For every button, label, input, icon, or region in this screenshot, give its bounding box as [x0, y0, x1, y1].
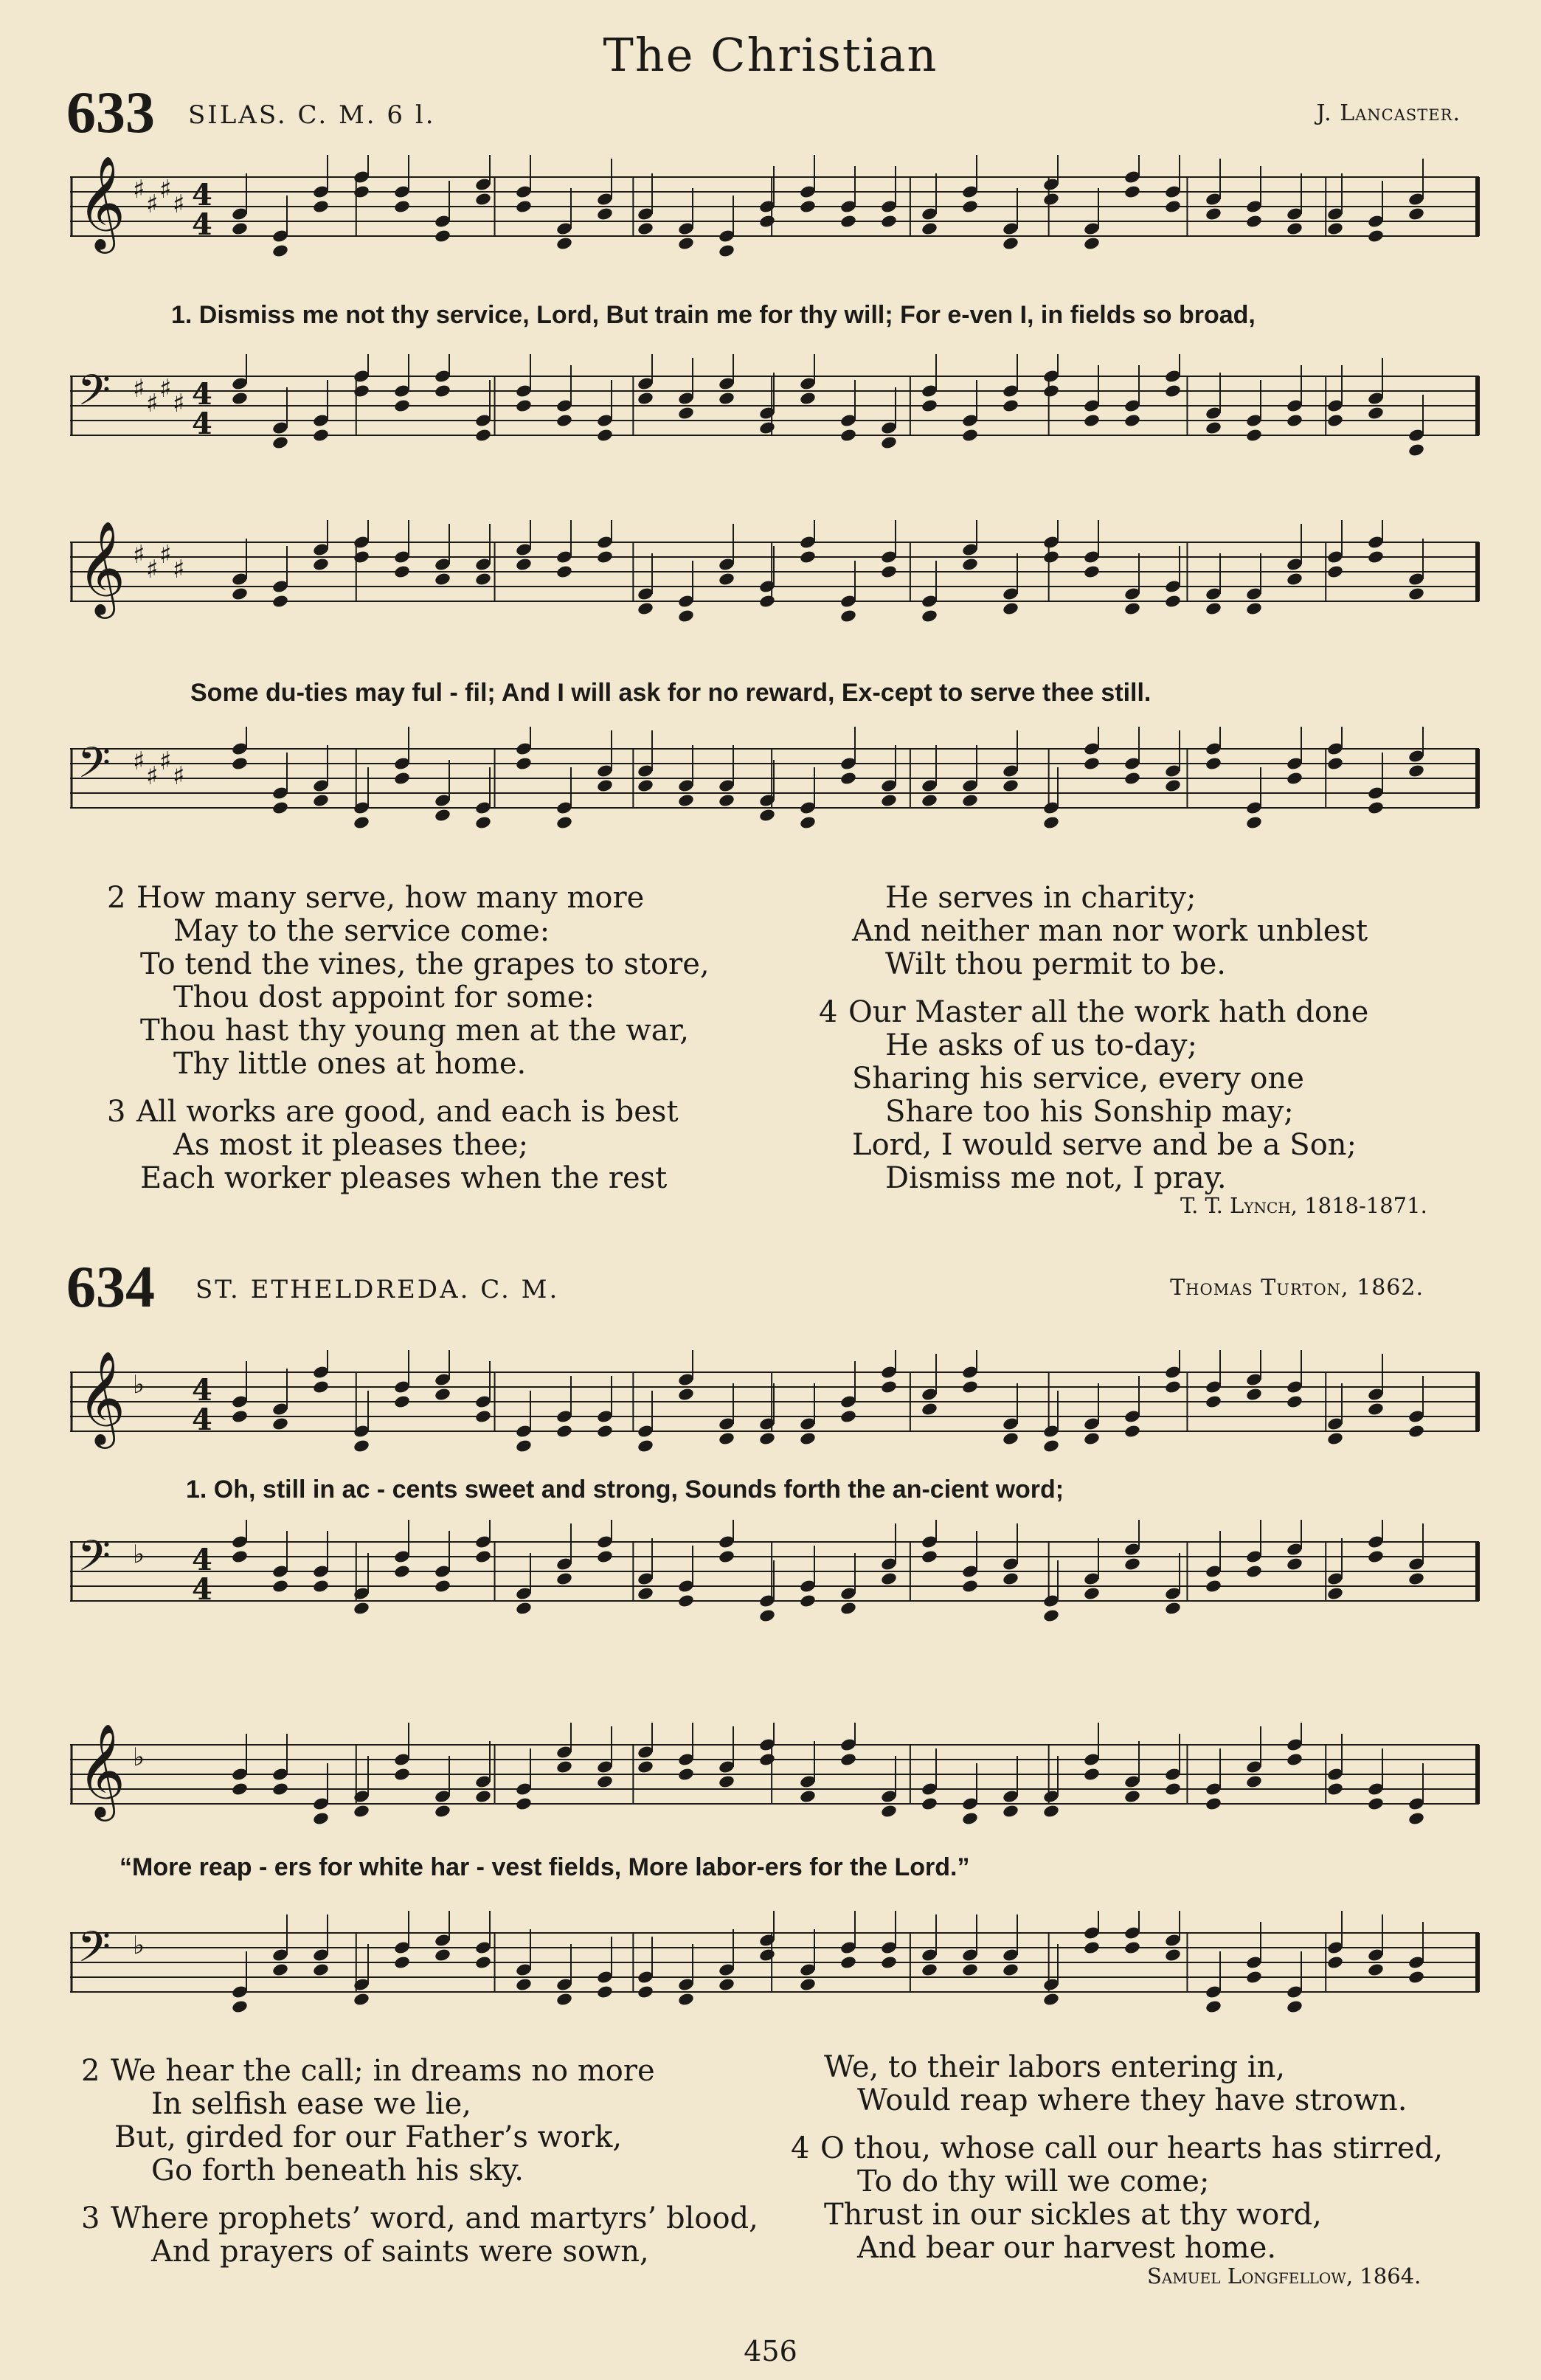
svg-text:♯: ♯ — [146, 555, 159, 584]
svg-text:♯: ♯ — [173, 555, 185, 584]
lyrics-634-line1: 1. Oh, still in ac - cents sweet and strong, Sounds forth the an-cient word; — [186, 1476, 1064, 1504]
author-634: Samuel Longfellow, 1864. — [1147, 2263, 1421, 2289]
lyrics-633-line1: 1. Dismiss me not thy service, Lord, But train me for thy will; For e-ven I, in fields so broad, — [171, 301, 1256, 329]
verses-634-right: We, to their labors entering in, Would reap where they have strown. 4 O thou, whose call our hearts has stirred, To do thy will we come; Thrust in our sickles at thy word, And bear our harvest home. — [791, 2050, 1444, 2265]
hymn-number: 634 — [66, 1255, 155, 1320]
svg-text:♯: ♯ — [173, 389, 185, 418]
lyrics-633-line2: Some du-ties may ful - fil; And I will ask for no reward, Ex-cept to serve thee still. — [190, 679, 1152, 707]
svg-text:𝄞: 𝄞 — [77, 1723, 126, 1817]
bass-staff — [70, 1911, 1485, 2021]
author-633: T. T. Lynch, 1818-1871. — [1180, 1193, 1427, 1218]
svg-text:4: 4 — [192, 1402, 212, 1437]
svg-text:4: 4 — [192, 377, 212, 412]
hymn-number: 633 — [66, 80, 155, 145]
svg-text:♯: ♯ — [159, 540, 172, 570]
tune-name: ST. ETHELDREDA. C. M. — [195, 1275, 560, 1304]
svg-text:𝄢: 𝄢 — [77, 1922, 111, 1982]
svg-text:4: 4 — [192, 207, 212, 242]
music-system-634-2 — [70, 1723, 1485, 1833]
hymn-633-header — [66, 80, 1475, 145]
music-system-633-2 — [70, 520, 1485, 631]
svg-text:𝄞: 𝄞 — [77, 155, 126, 249]
svg-text:♯: ♯ — [173, 190, 185, 219]
svg-text:♯: ♯ — [133, 175, 145, 204]
music-system-634-1 — [70, 1350, 1485, 1461]
page-number: 456 — [744, 2335, 797, 2367]
music-system-633-2-bass — [70, 727, 1485, 837]
svg-text:♯: ♯ — [133, 374, 145, 404]
svg-text:4: 4 — [192, 1572, 212, 1607]
bass-staff — [70, 354, 1485, 465]
svg-text:4: 4 — [192, 178, 212, 212]
svg-text:♯: ♯ — [173, 761, 185, 791]
treble-staff — [70, 155, 1485, 266]
section-title: The Christian — [603, 28, 938, 82]
svg-text:♯: ♯ — [159, 747, 172, 776]
treble-staff — [70, 1350, 1485, 1461]
treble-staff — [70, 1723, 1485, 1833]
svg-text:𝄞: 𝄞 — [77, 1350, 126, 1445]
svg-text:♯: ♯ — [133, 747, 145, 776]
svg-text:𝄢: 𝄢 — [77, 365, 111, 426]
svg-text:♯: ♯ — [159, 175, 172, 204]
composer: J. Lancaster. — [1316, 100, 1461, 126]
music-system-633-1-bass — [70, 354, 1485, 465]
svg-text:4: 4 — [192, 1373, 212, 1408]
svg-text:♯: ♯ — [159, 374, 172, 404]
verses-633-left: 2 How many serve, how many more May to the service come: To tend the vines, the grapes to store, Thou dost appoint for some: Thou hast thy young men at the war, Thy little ones at home. 3 All works are good, and each is best As most it pleases thee; Each worker pleases when the rest — [107, 881, 710, 1195]
bass-staff — [70, 727, 1485, 837]
svg-text:4: 4 — [192, 407, 212, 441]
hymn-634-header — [66, 1254, 1475, 1320]
svg-text:𝄢: 𝄢 — [77, 738, 111, 798]
music-system-633-1 — [70, 155, 1485, 266]
svg-text:♭: ♭ — [133, 1540, 145, 1569]
verses-633-right: He serves in charity; And neither man nor work unblest Wilt thou permit to be. 4 Our Master all the work hath done He asks of us to-day; Sharing his service, every one Share too his Sonship may; Lord, I would serve and be a Son; Dismiss me not, I pray. — [819, 881, 1369, 1195]
treble-staff — [70, 520, 1485, 631]
svg-text:♯: ♯ — [146, 761, 159, 791]
svg-text:4: 4 — [192, 1543, 212, 1577]
svg-text:♯: ♯ — [146, 389, 159, 418]
bass-staff — [70, 1520, 1485, 1630]
svg-text:𝄢: 𝄢 — [77, 1531, 111, 1591]
composer: Thomas Turton, 1862. — [1170, 1275, 1424, 1301]
svg-text:♯: ♯ — [146, 190, 159, 219]
music-system-634-1-bass — [70, 1520, 1485, 1630]
tune-name: SILAS. C. M. 6 l. — [188, 100, 436, 130]
verses-634-left: 2 We hear the call; in dreams no more In selfish ease we lie, But, girded for our Father’s work, Go forth beneath his sky. 3 Where prophets’ word, and martyrs’ blood, And prayers of saints were sown, — [81, 2054, 758, 2269]
svg-text:♭: ♭ — [133, 1743, 145, 1772]
svg-text:♯: ♯ — [133, 540, 145, 570]
music-system-634-2-bass — [70, 1911, 1485, 2021]
svg-text:♭: ♭ — [133, 1370, 145, 1400]
svg-text:♭: ♭ — [133, 1931, 145, 1960]
svg-text:𝄞: 𝄞 — [77, 520, 126, 615]
lyrics-634-line2: “More reap - ers for white har - vest fields, More labor-ers for the Lord.” — [120, 1853, 970, 1881]
